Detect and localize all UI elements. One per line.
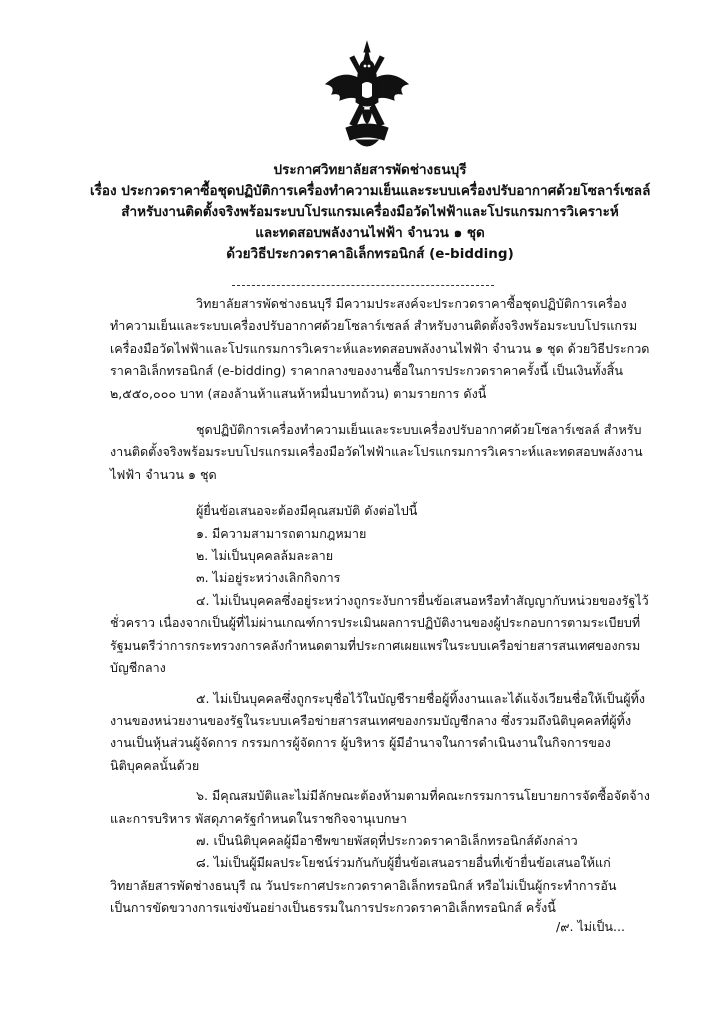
intro-paragraph: วิทยาลัยสารพัดช่างธนบุรี มีความประสงค์จะประกวดราคาซื้อชุดปฏิบัติการเครื่องทำความเย็นและระบบเครื่องปรับอากาศด้วยโซลาร์เซลล์ สำหรับงานติดตั้งจริงพร้อมระบบโปรแกรมเครื่องมือวัดไฟฟ้าและโปรแกรมการวิเคราะห์และทดสอบพลังงานไฟฟ้า จำนวน ๑ ชุด ด้วยวิธีประกวดราคาอิเล็กทรอนิกส์ (e-bidding) ราคากลางของงานซื้อในการประกวดราคาครั้งนี้ เป็นเงินทั้งสิ้น ๒,๕๕๐,๐๐๐ บาท (สองล้านห้าแสนห้าหมื่นบาทถ้วน) ตามรายการ ดังนี้ (110, 296, 650, 401)
document-header (90, 160, 650, 265)
qualification-item: ๖. มีคุณสมบัติและไม่มีลักษณะต้องห้ามตามที่คณะกรรมการนโยบายการจัดซื้อจัดจ้างและการบริหาร พัสดุภาครัฐกำหนดในราชกิจจานุเบกษา (110, 788, 650, 826)
qualification-item: ๓. ไม่อยู่ระหว่างเลิกกิจการ (196, 570, 341, 586)
qualification-item: ๘. ไม่เป็นผู้มีผลประโยชน์ร่วมกันกับผู้ยื่นข้อเสนอรายอื่นที่เข้ายื่นข้อเสนอให้แก่วิทยาลัยสารพัดช่างธนบุรี ณ วันประกาศประกวดราคาอิเล็กทรอนิกส์ หรือไม่เป็นผู้กระทำการอันเป็นการขัดขวางการแข่งขันอย่างเป็นธรรมในการประกวดราคาอิเล็กทรอนิกส์ ครั้งนี้ (110, 855, 617, 916)
qualification-item: ๒. ไม่เป็นบุคคลล้มละลาย (196, 548, 334, 564)
qualification-item: ๕. ไม่เป็นบุคคลซึ่งถูกระบุชื่อไว้ในบัญชีรายชื่อผู้ทิ้งงานและได้แจ้งเวียนชื่อให้เป็นผู้ทิ้งงานของหน่วยงานของรัฐในระบบเครือข่ายสารสนเทศของกรมบัญชีกลาง ซึ่งรวมถึงนิติบุคคลที่ผู้ทิ้งงานเป็นหุ้นส่วนผู้จัดการ กรรมการผู้จัดการ ผู้บริหาร ผู้มีอำนาจในการดำเนินงานในกิจการของนิติบุคคลนั้นด้วย (110, 690, 646, 773)
qualification-item: ๑. มีความสามารถตามกฎหมาย (196, 525, 367, 541)
document-body (110, 293, 650, 920)
bidding-method-line: ด้วยวิธีประกวดราคาอิเล็กทรอนิกส์ (e-bidding) (226, 246, 514, 262)
item-description-paragraph: ชุดปฏิบัติการเครื่องทำความเย็นและระบบเครื่องปรับอากาศด้วยโซลาร์เซลล์ สำหรับงานติดตั้งจริงพร้อมระบบโปรแกรมเครื่องมือวัดไฟฟ้าและโปรแกรมการวิเคราะห์และทดสอบพลังงานไฟฟ้า จำนวน ๑ ชุด (110, 422, 643, 482)
garuda-emblem-icon (322, 40, 412, 152)
qualification-item: ๗. เป็นนิติบุคคลผู้มีอาชีพขายพัสดุที่ประกวดราคาอิเล็กทรอนิกส์ดังกล่าว (196, 832, 578, 848)
qualifications-heading: ผู้ยื่นข้อเสนอจะต้องมีคุณสมบัติ ดังต่อไปนี้ (196, 503, 418, 519)
separator-rule (232, 285, 494, 286)
subject-line-3: และทดสอบพลังงานไฟฟ้า จำนวน ๑ ชุด (255, 225, 485, 241)
subject-line: เรื่อง ประกวดราคาซื้อชุดปฏิบัติการเครื่องทำความเย็นและระบบเครื่องปรับอากาศด้วยโซลาร์เซลล์ (90, 183, 651, 199)
announcement-title: ประกาศวิทยาลัยสารพัดช่างธนบุรี (273, 162, 467, 178)
qualification-item: ๔. ไม่เป็นบุคคลซึ่งอยู่ระหว่างถูกระงับการยื่นข้อเสนอหรือทำสัญญากับหน่วยของรัฐไว้ชั่วคราว เนื่องจากเป็นผู้ที่ไม่ผ่านเกณฑ์การประเมินผลการปฏิบัติงานของผู้ประกอบการตามระเบียบที่รัฐมนตรีว่าการกระทรวงการคลังกำหนดตามที่ประกาศเผยแพร่ในระบบเครือข่ายสารสนเทศของกรมบัญชีกลาง (110, 592, 649, 676)
continuation-marker: /๙. ไม่เป็น... (556, 919, 626, 934)
subject-line-2: สำหรับงานติดตั้งจริงพร้อมระบบโปรแกรมเครื่องมือวัดไฟฟ้าและโปรแกรมการวิเคราะห์ (121, 204, 619, 220)
